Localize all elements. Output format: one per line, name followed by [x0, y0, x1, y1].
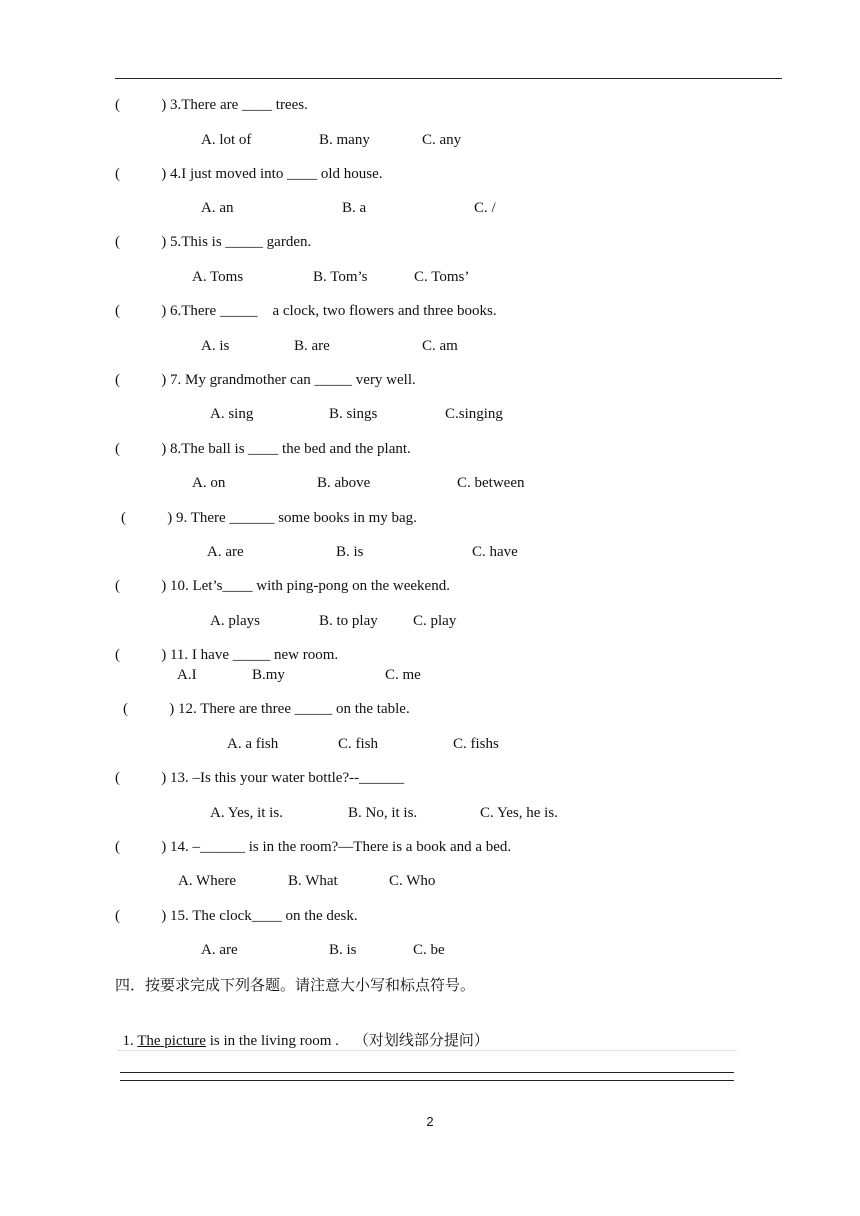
answer-guide-dotted: [118, 1050, 738, 1051]
question-4-option-b: B. a: [342, 200, 367, 216]
question-15-option-a: A. are: [201, 942, 238, 958]
answer-lines: [118, 1050, 738, 1086]
question-5-stem: ( ) 5.This is _____ garden.: [115, 234, 312, 250]
answer-line-2: [120, 1080, 734, 1081]
question-11-option-c: C. me: [385, 667, 421, 683]
question-9-option-c: C. have: [472, 544, 518, 560]
question-9-option-a: A. are: [207, 544, 244, 560]
question-3-option-b: B. many: [319, 132, 370, 148]
question-8-option-b: B. above: [317, 475, 371, 491]
question-12-option-a: A. a fish: [227, 736, 279, 752]
question-1-number: 1.: [122, 1033, 138, 1049]
question-10-option-b: B. to play: [319, 613, 378, 629]
question-3-option-c: C. any: [422, 132, 462, 148]
question-10-stem: ( ) 10. Let’s____ with ping-pong on the weekend.: [115, 578, 450, 594]
question-14-option-c: C. Who: [389, 873, 436, 889]
question-10-option-c: C. play: [413, 613, 457, 629]
answer-line-1: [120, 1072, 734, 1073]
question-1-text: is in the living room .: [205, 1033, 354, 1049]
question-13-option-b: B. No, it is.: [348, 805, 418, 821]
question-15-option-b: B. is: [329, 942, 357, 958]
question-12-stem: ( ) 12. There are three _____ on the table.: [123, 701, 410, 717]
question-6-option-a: A. is: [201, 338, 230, 354]
question-13-option-c: C. Yes, he is.: [480, 805, 558, 821]
question-3-option-a: A. lot of: [201, 132, 252, 148]
question-13-option-a: A. Yes, it is.: [210, 805, 283, 821]
question-9-stem: ( ) 9. There ______ some books in my bag.: [121, 510, 417, 526]
question-4-stem: ( ) 4.I just moved into ____ old house.: [115, 166, 383, 182]
question-7-option-a: A. sing: [210, 406, 254, 422]
question-6-option-b: B. are: [294, 338, 330, 354]
question-11-option-a: A.I: [177, 667, 197, 683]
underlined-phrase: The picture: [137, 1033, 206, 1049]
question-7-stem: ( ) 7. My grandmother can _____ very well.: [115, 372, 416, 388]
header-rule: [115, 78, 782, 79]
question-14-option-a: A. Where: [178, 873, 237, 889]
question-7-option-b: B. sings: [329, 406, 378, 422]
question-15-stem: ( ) 15. The clock____ on the desk.: [115, 908, 358, 924]
question-14-option-b: B. What: [288, 873, 338, 889]
question-11-stem: ( ) 11. I have _____ new room.: [115, 647, 339, 663]
question-3-stem: ( ) 3.There are ____ trees.: [115, 97, 308, 113]
section-4-question-1: [115, 1013, 489, 1050]
question-8-stem: ( ) 8.The ball is ____ the bed and the plant.: [115, 441, 411, 457]
page-number: 2: [426, 1114, 434, 1129]
question-7-option-c: C.singing: [445, 406, 503, 422]
question-6-option-c: C. am: [422, 338, 458, 354]
question-14-stem: ( ) 14. –______ is in the room?—There is a book and a bed.: [115, 839, 512, 855]
question-4-option-a: A. an: [201, 200, 234, 216]
section-4-heading: 四．按要求完成下列各题。请注意大小写和标点符号。: [115, 976, 476, 994]
question-10-option-a: A. plays: [210, 613, 260, 629]
question-6-stem: ( ) 6.There _____ a clock, two flowers and three books.: [115, 303, 497, 319]
question-11-option-b: B.my: [252, 667, 285, 683]
question-1-instruction: （对划线部分提问）: [353, 1031, 489, 1049]
question-8-option-c: C. between: [457, 475, 525, 491]
question-9-option-b: B. is: [336, 544, 364, 560]
question-12-option-c: C. fishs: [453, 736, 499, 752]
question-5-option-a: A. Toms: [192, 269, 244, 285]
question-8-option-a: A. on: [192, 475, 226, 491]
question-4-option-c: C. /: [474, 200, 496, 216]
question-5-option-c: C. Toms’: [414, 269, 470, 285]
question-15-option-c: C. be: [413, 942, 445, 958]
question-13-stem: ( ) 13. –Is this your water bottle?--______: [115, 770, 405, 786]
question-5-option-b: B. Tom’s: [313, 269, 368, 285]
question-12-option-b: C. fish: [338, 736, 379, 752]
